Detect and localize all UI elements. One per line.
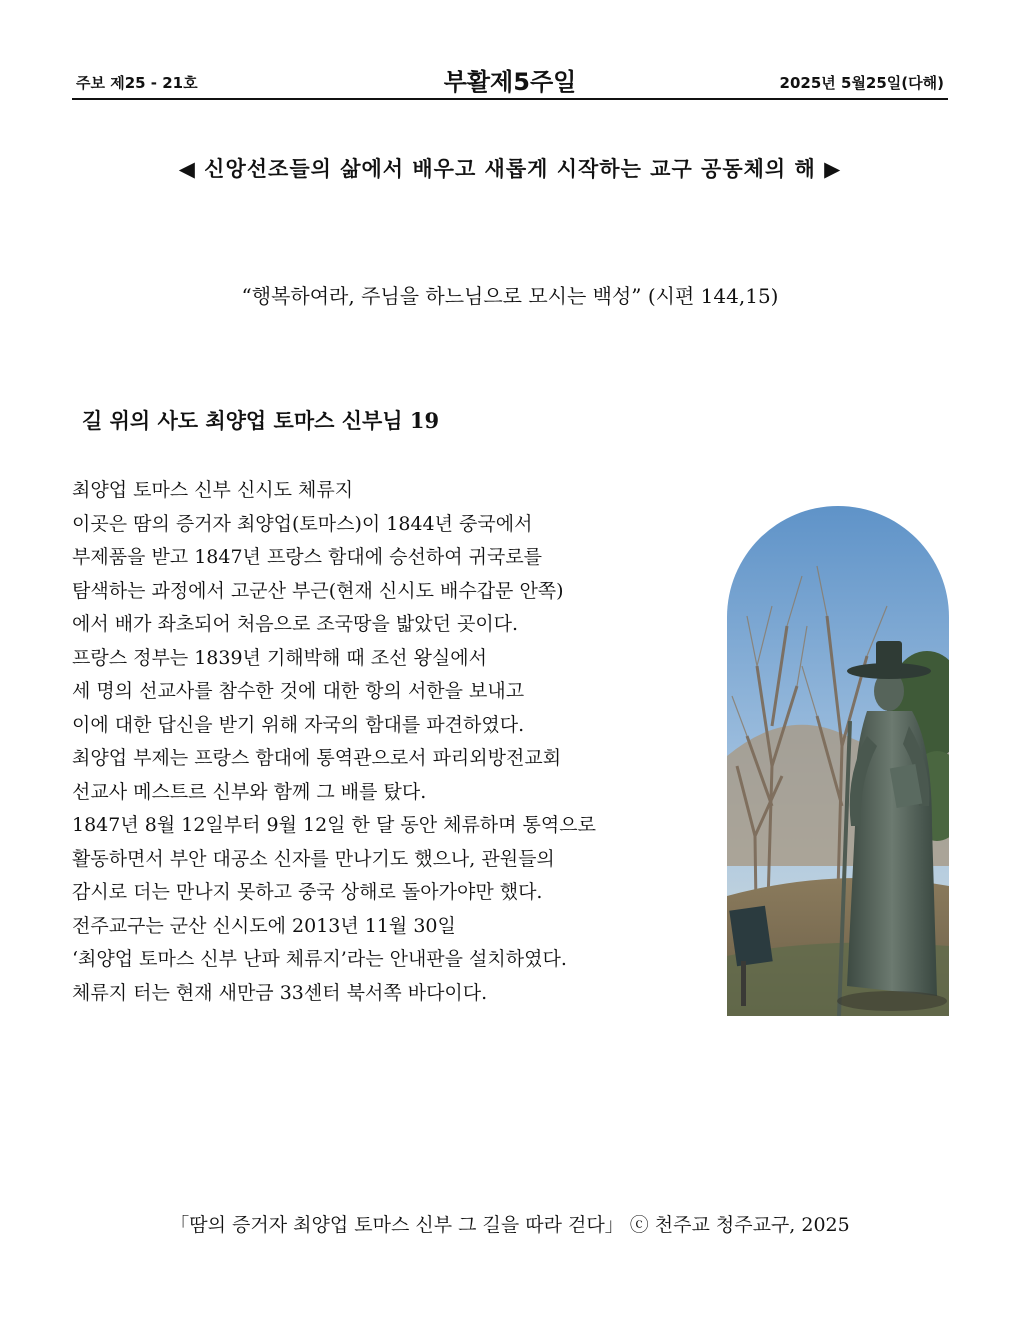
statue-photo <box>727 506 949 1016</box>
article-line: 최양업 토마스 신부 신시도 체류지 <box>72 479 354 501</box>
article-line: 체류지 터는 현재 새만금 33센터 북서쪽 바다이다. <box>72 981 488 1004</box>
article-line: 감시로 더는 만나지 못하고 중국 상해로 돌아가야만 했다. <box>72 881 543 903</box>
article-line: 프랑스 정부는 1839년 기해박해 때 조선 왕실에서 <box>72 646 487 669</box>
section-title: 길 위의 사도 최양업 토마스 신부님 19 <box>82 408 440 433</box>
issue-number: 주보 제25 - 21호 <box>76 74 198 92</box>
article-body <box>72 474 722 1010</box>
issue-date: 2025년 5월25일(다해) <box>779 74 944 92</box>
psalm-verse: “행복하여라, 주님을 하느님으로 모시는 백성” (시편 144,15) <box>241 284 779 308</box>
article-line: 전주교구는 군산 신시도에 2013년 11월 30일 <box>72 914 456 937</box>
page-title: 부활제5주일 <box>443 68 577 96</box>
bulletin-header <box>72 62 948 98</box>
article-line: 탐색하는 과정에서 고군산 부근(현재 신시도 배수갑문 안쪽) <box>72 579 564 602</box>
article-line: 이에 대한 답신을 받기 위해 자국의 함대를 파견하였다. <box>72 713 525 736</box>
article-line: 부제품을 받고 1847년 프랑스 함대에 승선하여 귀국로를 <box>72 546 543 568</box>
source-credit: 「땀의 증거자 최양업 토마스 신부 그 길을 따라 걷다」 ⓒ 천주교 청주교구, 2025 <box>170 1214 850 1236</box>
article-line: ‘최양업 토마스 신부 난파 체류지’라는 안내판을 설치하였다. <box>72 948 567 970</box>
article-line: 선교사 메스트르 신부와 함께 그 배를 탔다. <box>72 780 427 803</box>
article-line: 이곳은 땀의 증거자 최양업(토마스)이 1844년 중국에서 <box>72 512 533 535</box>
article-line: 세 명의 선교사를 참수한 것에 대한 항의 서한을 보내고 <box>72 680 525 702</box>
article-line: 활동하면서 부안 대공소 신자를 만나기도 했으나, 관원들의 <box>72 847 555 870</box>
article-line: 최양업 부제는 프랑스 함대에 통역관으로서 파리외방전교회 <box>72 747 562 769</box>
header-divider <box>72 98 948 100</box>
article-line: 에서 배가 좌초되어 처음으로 조국땅을 밟았던 곳이다. <box>72 613 519 635</box>
article-line: 1847년 8월 12일부터 9월 12일 한 달 동안 체류하며 통역으로 <box>72 814 596 836</box>
year-motto: ◀ 신앙선조들의 삶에서 배우고 새롭게 시작하는 교구 공동체의 해 ▶ <box>178 157 842 181</box>
